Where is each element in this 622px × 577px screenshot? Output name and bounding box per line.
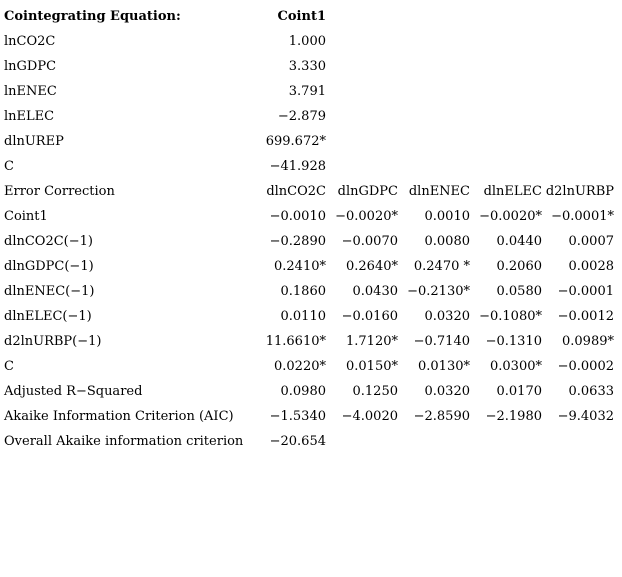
overall-aic-value: −20.654 xyxy=(269,434,326,449)
coefficient-value: 0.0170 xyxy=(496,384,542,399)
coefficient-value: 0.0430 xyxy=(352,284,398,299)
coefficient-value: −0.7140 xyxy=(413,334,470,349)
error-correction-row xyxy=(4,354,614,379)
coefficient-value: 0.0633 xyxy=(568,384,614,399)
row-label: Overall Akaike information criterion xyxy=(4,434,244,449)
error-correction-row xyxy=(4,254,614,279)
column-header: dlnENEC xyxy=(408,184,470,199)
coefficient-value: 0.0080 xyxy=(424,234,470,249)
coefficient-value: 0.0320 xyxy=(424,384,470,399)
coefficient-value: 3.330 xyxy=(288,59,326,74)
row-label: dlnGDPC(−1) xyxy=(4,259,94,274)
coefficient-value: 3.791 xyxy=(288,84,326,99)
coint1-column-header: Coint1 xyxy=(277,9,326,24)
coefficient-value: 0.1860 xyxy=(280,284,326,299)
column-header: dlnCO2C xyxy=(266,184,326,199)
cointegrating-row xyxy=(4,154,614,179)
row-label: lnELEC xyxy=(4,109,55,124)
coefficient-value: −2.879 xyxy=(277,109,326,124)
coefficient-value: −0.0160 xyxy=(341,309,398,324)
coefficient-value: −0.0001* xyxy=(551,209,614,224)
coefficient-value: −0.0001 xyxy=(557,284,614,299)
coefficient-value: 1.000 xyxy=(288,34,326,49)
coefficient-value: 0.2470 * xyxy=(413,259,470,274)
row-label: d2lnURBP(−1) xyxy=(4,334,102,349)
cointegrating-header-row xyxy=(4,4,614,29)
coefficient-value: −0.0010 xyxy=(269,209,326,224)
coefficient-value: 0.0580 xyxy=(496,284,542,299)
row-label: dlnUREP xyxy=(4,134,64,149)
cointegrating-row xyxy=(4,104,614,129)
coefficient-value: −4.0020 xyxy=(341,409,398,424)
coefficient-value: 0.0320 xyxy=(424,309,470,324)
error-correction-row xyxy=(4,279,614,304)
coefficient-value: 0.0010 xyxy=(424,209,470,224)
cointegrating-row xyxy=(4,79,614,104)
coefficient-value: 0.0130* xyxy=(418,359,470,374)
row-label: Akaike Information Criterion (AIC) xyxy=(4,409,234,424)
error-correction-row xyxy=(4,379,614,404)
coefficient-value: 0.0989* xyxy=(562,334,614,349)
coefficient-value: −2.1980 xyxy=(485,409,542,424)
cointegrating-row xyxy=(4,54,614,79)
coefficient-value: 0.0300* xyxy=(490,359,542,374)
error-correction-row xyxy=(4,229,614,254)
coefficient-value: 0.2640* xyxy=(346,259,398,274)
error-correction-row xyxy=(4,204,614,229)
coefficient-value: 0.0150* xyxy=(346,359,398,374)
coefficient-value: −0.0012 xyxy=(557,309,614,324)
coefficient-value: 1.7120* xyxy=(346,334,398,349)
row-label: C xyxy=(4,159,14,174)
row-label: lnCO2C xyxy=(4,34,56,49)
coefficient-value: −0.1080* xyxy=(479,309,542,324)
column-header: dlnELEC xyxy=(483,184,542,199)
row-label: dlnELEC(−1) xyxy=(4,309,92,324)
cointegrating-row xyxy=(4,129,614,154)
coefficient-value: −1.5340 xyxy=(269,409,326,424)
row-label: lnENEC xyxy=(4,84,57,99)
row-label: dlnCO2C(−1) xyxy=(4,234,93,249)
coefficient-value: −0.0070 xyxy=(341,234,398,249)
row-label: lnGDPC xyxy=(4,59,57,74)
cointegrating-equation-heading: Cointegrating Equation: xyxy=(4,9,181,24)
error-correction-heading: Error Correction xyxy=(4,184,115,199)
row-label: dlnENEC(−1) xyxy=(4,284,95,299)
error-correction-row xyxy=(4,304,614,329)
overall-aic-row xyxy=(4,429,614,454)
cointegrating-row xyxy=(4,29,614,54)
coefficient-value: −0.2890 xyxy=(269,234,326,249)
coefficient-value: −2.8590 xyxy=(413,409,470,424)
row-label: C xyxy=(4,359,14,374)
coefficient-value: 0.1250 xyxy=(352,384,398,399)
coefficient-value: 0.0110 xyxy=(280,309,326,324)
error-correction-row xyxy=(4,329,614,354)
coefficient-value: −0.0020* xyxy=(479,209,542,224)
row-label: Coint1 xyxy=(4,209,48,224)
coefficient-value: 0.0220* xyxy=(274,359,326,374)
coefficient-value: 11.6610* xyxy=(265,334,326,349)
coefficient-value: 0.0980 xyxy=(280,384,326,399)
row-label: Adjusted R−Squared xyxy=(4,384,143,399)
error-correction-row xyxy=(4,404,614,429)
vecm-results-table xyxy=(4,4,614,454)
coefficient-value: 0.2060 xyxy=(496,259,542,274)
coefficient-value: −41.928 xyxy=(269,159,326,174)
column-header: d2lnURBP xyxy=(545,184,614,199)
coefficient-value: −0.2130* xyxy=(407,284,470,299)
coefficient-value: 0.2410* xyxy=(274,259,326,274)
coefficient-value: −0.0020* xyxy=(335,209,398,224)
coefficient-value: 0.0007 xyxy=(568,234,614,249)
coefficient-value: −0.0002 xyxy=(557,359,614,374)
coefficient-value: 0.0028 xyxy=(568,259,614,274)
coefficient-value: −9.4032 xyxy=(557,409,614,424)
column-header: dlnGDPC xyxy=(337,184,398,199)
error-correction-header-row xyxy=(4,179,614,204)
coefficient-value: 0.0440 xyxy=(496,234,542,249)
coefficient-value: 699.672* xyxy=(265,134,326,149)
coefficient-value: −0.1310 xyxy=(485,334,542,349)
